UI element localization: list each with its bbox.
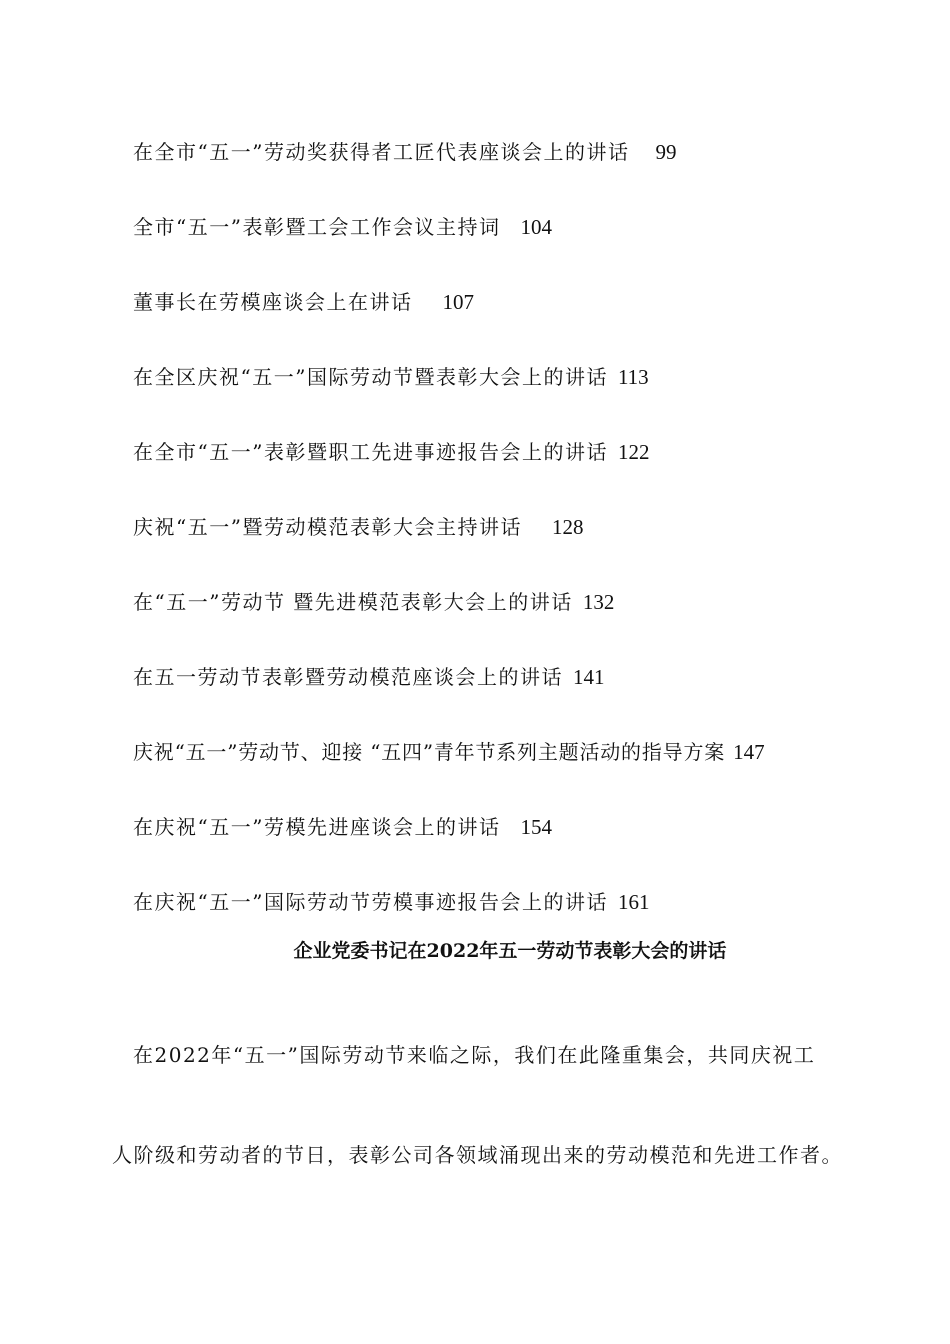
article-title: 企业党委书记在2022年五一劳动节表彰大会的讲话	[293, 940, 727, 962]
toc-item	[133, 813, 552, 841]
toc-item	[133, 738, 765, 766]
toc-item-page: 147	[733, 740, 765, 764]
toc-item-page: 113	[617, 365, 649, 389]
toc-item-page: 154	[520, 815, 552, 839]
toc-item-title: 董事长在劳模座谈会上在讲话	[133, 290, 413, 314]
toc-item-title: 庆祝“五一”暨劳动模范表彰大会主持讲话	[133, 515, 522, 539]
toc-item	[133, 663, 605, 691]
toc-item-page: 122	[617, 440, 650, 464]
toc-item-title: 在五一劳动节表彰暨劳动模范座谈会上的讲话	[133, 665, 563, 689]
toc-item	[133, 363, 649, 391]
toc-item-title: 在全区庆祝“五一”国际劳动节暨表彰大会上的讲话	[133, 365, 608, 389]
toc-item-page: 104	[520, 215, 552, 239]
toc-item-title: 在庆祝“五一”劳模先进座谈会上的讲话	[133, 815, 501, 839]
toc-item	[133, 438, 649, 466]
toc-item	[133, 588, 614, 616]
article-paragraph-line: 在2022年“五一”国际劳动节来临之际，我们在此隆重集会，共同庆祝工	[133, 1043, 816, 1067]
toc-item-title: 在全市“五一”劳动奖获得者工匠代表座谈会上的讲话	[133, 140, 630, 164]
toc-item-page: 99	[655, 140, 677, 164]
toc-item-title: 庆祝“五一”劳动节、迎接 “五四”青年节系列主题活动的指导方案	[133, 740, 726, 764]
toc-item-page: 128	[551, 515, 584, 539]
toc-item	[133, 138, 676, 166]
toc-item-page: 132	[582, 590, 615, 614]
toc-item	[133, 213, 552, 241]
toc-item-page: 161	[617, 890, 650, 914]
toc-item-title: 在“五一”劳动节 暨先进模范表彰大会上的讲话	[133, 590, 573, 614]
toc-item-page: 141	[573, 665, 605, 689]
article-paragraph-line: 人阶级和劳动者的节日，表彰公司各领域涌现出来的劳动模范和先进工作者。	[112, 1143, 843, 1167]
toc-item-title: 在全市“五一”表彰暨职工先进事迹报告会上的讲话	[133, 440, 608, 464]
toc-item	[133, 513, 583, 541]
toc-item-page: 107	[442, 290, 474, 314]
toc-item-title: 全市“五一”表彰暨工会工作会议主持词	[133, 215, 501, 239]
toc-item	[133, 888, 649, 916]
toc-item-title: 在庆祝“五一”国际劳动节劳模事迹报告会上的讲话	[133, 890, 608, 914]
toc-item	[133, 288, 474, 316]
